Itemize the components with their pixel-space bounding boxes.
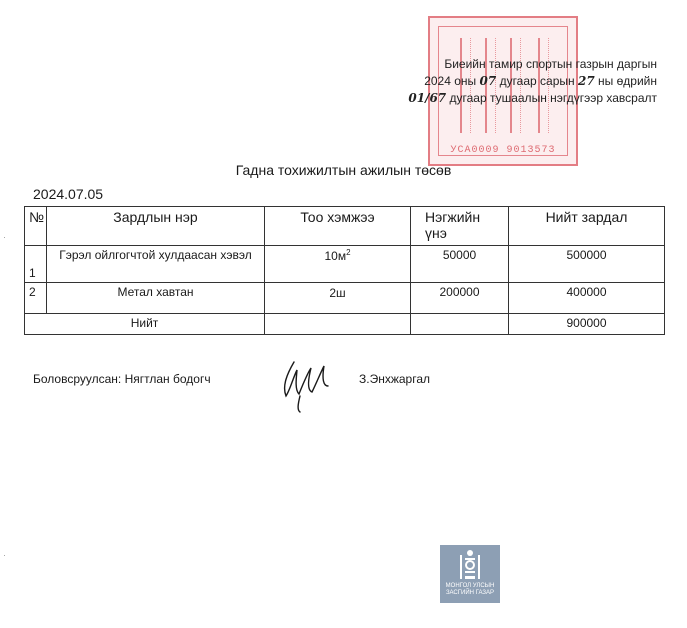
margin-mark: · xyxy=(3,232,6,242)
table-row xyxy=(25,246,665,283)
estimate-table xyxy=(24,206,665,335)
row-expense-name: Гэрэл ойлгогчтой хулдаасан хэвэл xyxy=(47,246,265,283)
stamp-code: УСА0009 9013573 xyxy=(450,145,556,156)
row-total: 400000 xyxy=(509,283,665,314)
row-quantity: 2ш xyxy=(265,283,411,314)
signature-scribble xyxy=(278,356,338,414)
header-total: Нийт зардал xyxy=(509,207,665,246)
document-date: 2024.07.05 xyxy=(33,186,104,202)
total-empty-cell xyxy=(411,314,509,335)
logo-line-2: ЗАСГИЙН ГАЗАР xyxy=(445,590,495,596)
approval-line-3: 01/67 дугаар тушаалын нэгдүгээр хавсралт xyxy=(408,91,657,105)
soyombo-icon xyxy=(457,549,483,581)
header-expense-name: Зардлын нэр xyxy=(47,207,265,246)
header-unit-price: Нэгжийн үнэ xyxy=(411,207,509,246)
approval-line-2: 2024 оны 07 дугаар сарын 27 ны өдрийн xyxy=(424,74,657,88)
handwritten-month: 07 xyxy=(479,74,497,88)
row-number: 1 xyxy=(25,246,47,283)
total-value: 900000 xyxy=(509,314,665,335)
approval-note xyxy=(408,56,657,107)
row-number: 2 xyxy=(25,283,47,314)
handwritten-order-number: 01/67 xyxy=(408,91,447,105)
margin-mark: · xyxy=(3,550,6,560)
header-number: № xyxy=(25,207,47,246)
row-expense-name: Метал хавтан xyxy=(47,283,265,314)
table-total-row xyxy=(25,314,665,335)
row-total: 500000 xyxy=(509,246,665,283)
total-label: Нийт xyxy=(25,314,265,335)
logo-line-1: МОНГОЛ УЛСЫН xyxy=(445,583,495,589)
handwritten-day: 27 xyxy=(577,74,595,88)
table-row xyxy=(25,283,665,314)
total-empty-cell xyxy=(265,314,411,335)
table-header-row xyxy=(25,207,665,246)
prepared-by-label: Боловсруулсан: Нягтлан бодогч xyxy=(33,372,211,386)
approval-line-1: Биеийн тамир спортын газрын даргын xyxy=(444,57,657,71)
row-unit-price: 200000 xyxy=(411,283,509,314)
header-quantity: Тоо хэмжээ xyxy=(265,207,411,246)
row-quantity: $10м^2$ xyxy=(265,246,411,283)
document-title: Гадна тохижилтын ажилын төсөв xyxy=(235,162,452,178)
government-logo xyxy=(440,545,500,603)
signer-name: З.Энхжаргал xyxy=(359,372,430,386)
row-unit-price: 50000 xyxy=(411,246,509,283)
